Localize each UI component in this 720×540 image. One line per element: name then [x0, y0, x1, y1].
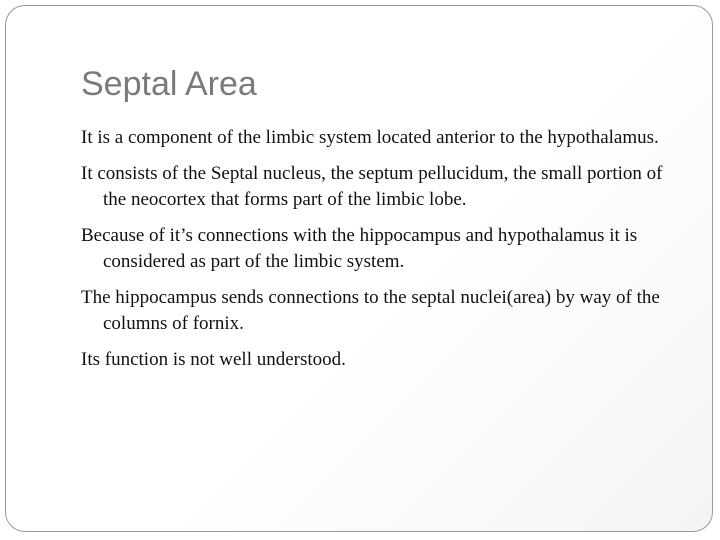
- bullet-item: Its function is not well understood.: [81, 349, 346, 370]
- slide-frame: [5, 5, 713, 532]
- bullet-item: It is a component of the limbic system located anterior to the hypothalamus.: [81, 127, 659, 148]
- bullet-item: Because of it’s connections with the hippocampus and hypothalamus it is considered as part of the limbic system.: [81, 225, 638, 272]
- bullet-item: It consists of the Septal nucleus, the septum pellucidum, the small portion of the neocortex that forms part of the limbic lobe.: [81, 163, 663, 210]
- bullet-list: [81, 125, 671, 383]
- slide-title: Septal Area: [81, 65, 257, 103]
- bullet-item: The hippocampus sends connections to the septal nuclei(area) by way of the columns of fornix.: [81, 287, 660, 334]
